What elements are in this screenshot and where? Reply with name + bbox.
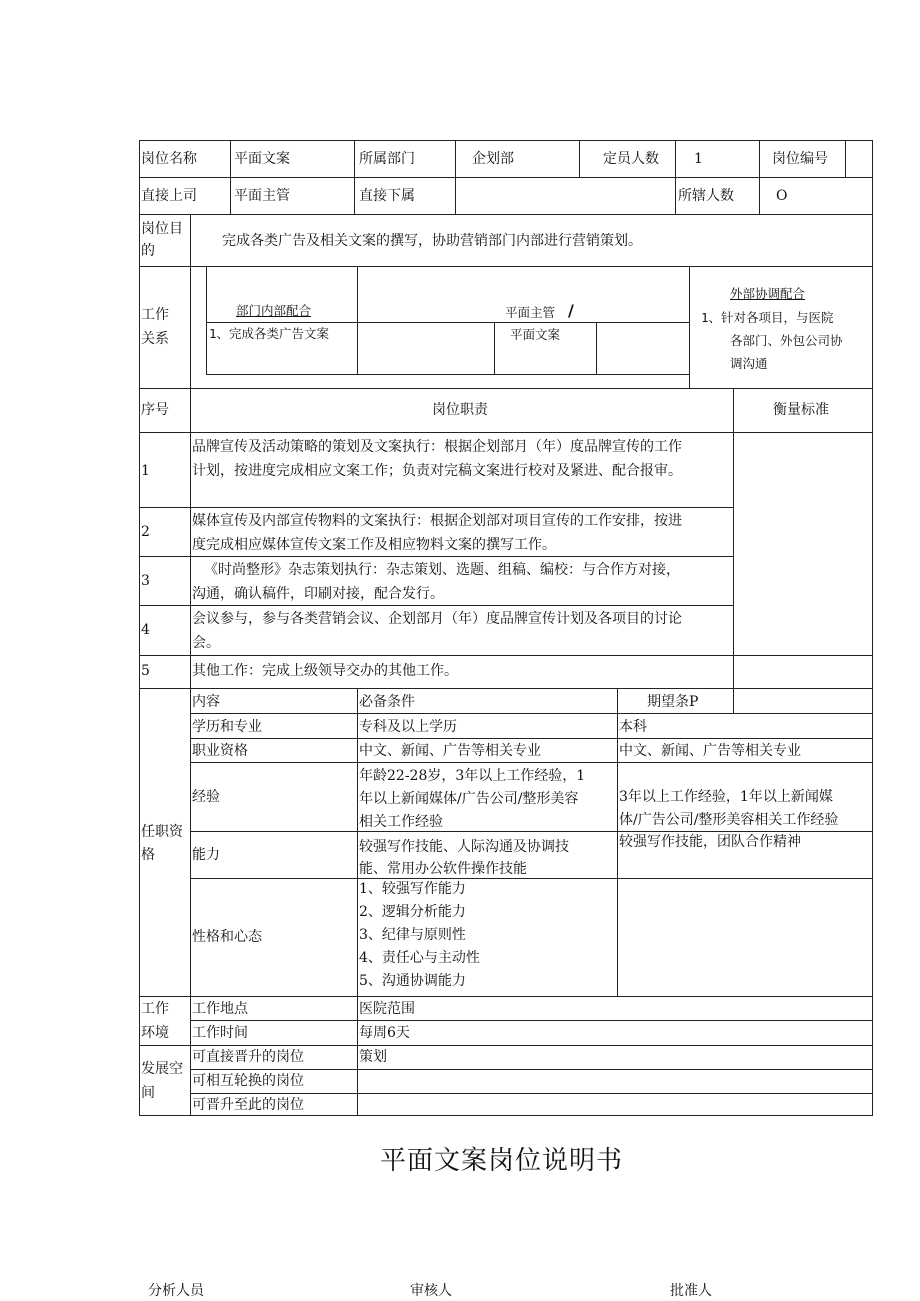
time-label: 工作时间 [192, 1025, 248, 1041]
center-slash: / [568, 301, 574, 320]
external-line3: 调沟通 [730, 356, 768, 371]
internal-title: 部门内部配合 [236, 303, 312, 318]
footer-analyst: 分析人员 [148, 1283, 204, 1299]
rotate-label: 可相互轮换的岗位 [192, 1073, 304, 1089]
center-bottom: 平面文案 [510, 327, 561, 342]
personality-item: 1、较强写作能力 [359, 881, 466, 897]
duty-line1: 其他工作：完成上级领导交办的其他工作。 [192, 663, 458, 679]
duty-line1: 《时尚整形》杂志策划执行：杂志策划、选题、组稿、编校：与合作方对接， [204, 562, 680, 578]
exp-expected-2: 体/广告公司/整形美容相关工作经验 [619, 812, 839, 828]
qualification-label-2: 格 [141, 847, 155, 863]
external-title: 外部协调配合 [730, 286, 806, 301]
purpose-text: 完成各类广告及相关文案的撰写，协助营销部门内部进行营销策划。 [222, 233, 642, 249]
managed-value: O [776, 188, 788, 204]
cert-label: 职业资格 [192, 743, 248, 759]
dept-label: 所属部门 [359, 151, 415, 167]
qualification-label: 任职资 [141, 824, 183, 840]
col-content: 内容 [192, 694, 220, 710]
development-label: 发展空 [141, 1061, 183, 1077]
col-expected: 期望条P [647, 694, 699, 710]
education-required: 专科及以上学历 [359, 719, 457, 735]
duty-no: 4 [141, 622, 150, 638]
personality-label: 性格和心态 [192, 929, 262, 945]
standard-header: 衡量标准 [773, 402, 829, 418]
duty-line1: 媒体宣传及内部宣传物料的文案执行：根据企划部对项目宣传的工作安排，按进 [192, 513, 682, 529]
exp-required-2: 年以上新闻媒体/广告公司/整形美容 [359, 791, 579, 807]
place-label: 工作地点 [192, 1001, 248, 1017]
promote-label: 可直接晋升的岗位 [192, 1049, 304, 1065]
external-line2: 各部门、外包公司协 [730, 333, 843, 348]
education-expected: 本科 [619, 719, 647, 735]
relations-label: 工作 [141, 307, 169, 323]
time-value: 每周6天 [359, 1025, 410, 1041]
headcount-value: 1 [694, 151, 703, 167]
duty-no: 5 [141, 663, 150, 679]
duty-no: 2 [141, 524, 150, 540]
duty-line2: 计划，按进度完成相应文案工作；负责对完稿文案进行校对及紧进、配合报审。 [192, 463, 682, 479]
exp-label: 经验 [192, 789, 220, 805]
promote-value: 策划 [359, 1049, 387, 1065]
relations-label-2: 关系 [141, 331, 169, 347]
duty-no: 1 [141, 463, 150, 479]
headcount-label: 定员人数 [603, 151, 659, 167]
duty-line2: 沟通，确认稿件，印刷对接，配合发行。 [192, 586, 444, 602]
external-line1: 1、针对各项目，与医院 [701, 310, 834, 325]
job-name-value: 平面文案 [234, 151, 290, 167]
ability-required-2: 能、常用办公软件操作技能 [359, 861, 527, 877]
cert-expected: 中文、新闻、广告等相关专业 [619, 743, 801, 759]
footer-reviewer: 审核人 [410, 1283, 452, 1299]
education-label: 学历和专业 [192, 719, 262, 735]
superior-value: 平面主管 [234, 188, 290, 204]
seq-header: 序号 [141, 402, 169, 418]
col-required: 必备条件 [359, 694, 415, 710]
superior-label: 直接上司 [141, 188, 197, 204]
duty-line2: 度完成相应媒体宣传文案工作及相应物料文案的撰写工作。 [192, 537, 556, 553]
subordinate-label: 直接下属 [359, 188, 415, 204]
ability-required-1: 较强写作技能、人际沟通及协调技 [359, 839, 569, 855]
duty-line1: 会议参与，参与各类营销会议、企划部月（年）度品牌宣传计划及各项目的讨论 [192, 611, 682, 627]
job-name-label: 岗位名称 [141, 151, 197, 167]
center-top: 平面主管 [505, 305, 556, 320]
environment-label-2: 环境 [141, 1025, 169, 1041]
duty-line2: 会。 [192, 635, 220, 651]
duty-no: 3 [141, 573, 150, 589]
personality-item: 3、纪律与原则性 [359, 927, 466, 943]
internal-item: 1、完成各类广告文案 [209, 326, 330, 341]
managed-label: 所辖人数 [678, 188, 734, 204]
exp-expected-1: 3年以上工作经验，1年以上新闻媒 [619, 789, 833, 805]
place-value: 医院范围 [359, 1001, 415, 1017]
personality-item: 4、责任心与主动性 [359, 950, 480, 966]
cert-required: 中文、新闻、广告等相关专业 [359, 743, 541, 759]
ability-label: 能力 [192, 847, 220, 863]
exp-required-1: 年龄22-28岁，3年以上工作经验，1 [359, 768, 586, 784]
from-label: 可晋升至此的岗位 [192, 1097, 304, 1113]
duty-line1: 品牌宣传及活动策略的策划及文案执行：根据企划部月（年）度品牌宣传的工作 [192, 439, 682, 455]
purpose-label: 岗位目 [141, 221, 183, 237]
duty-header: 岗位职责 [432, 402, 488, 418]
personality-item: 5、沟通协调能力 [359, 973, 466, 989]
exp-required-3: 相关工作经验 [359, 814, 443, 830]
document-title: 平面文案岗位说明书 [380, 1146, 624, 1176]
personality-item: 2、逻辑分析能力 [359, 904, 466, 920]
development-label-2: 间 [141, 1085, 155, 1101]
ability-expected: 较强写作技能，团队合作精神 [619, 834, 801, 850]
job-no-label: 岗位编号 [772, 151, 828, 167]
environment-label: 工作 [141, 1001, 169, 1017]
dept-value: 企划部 [472, 151, 514, 167]
footer-approver: 批准人 [670, 1283, 712, 1299]
purpose-label-2: 的 [141, 243, 155, 259]
